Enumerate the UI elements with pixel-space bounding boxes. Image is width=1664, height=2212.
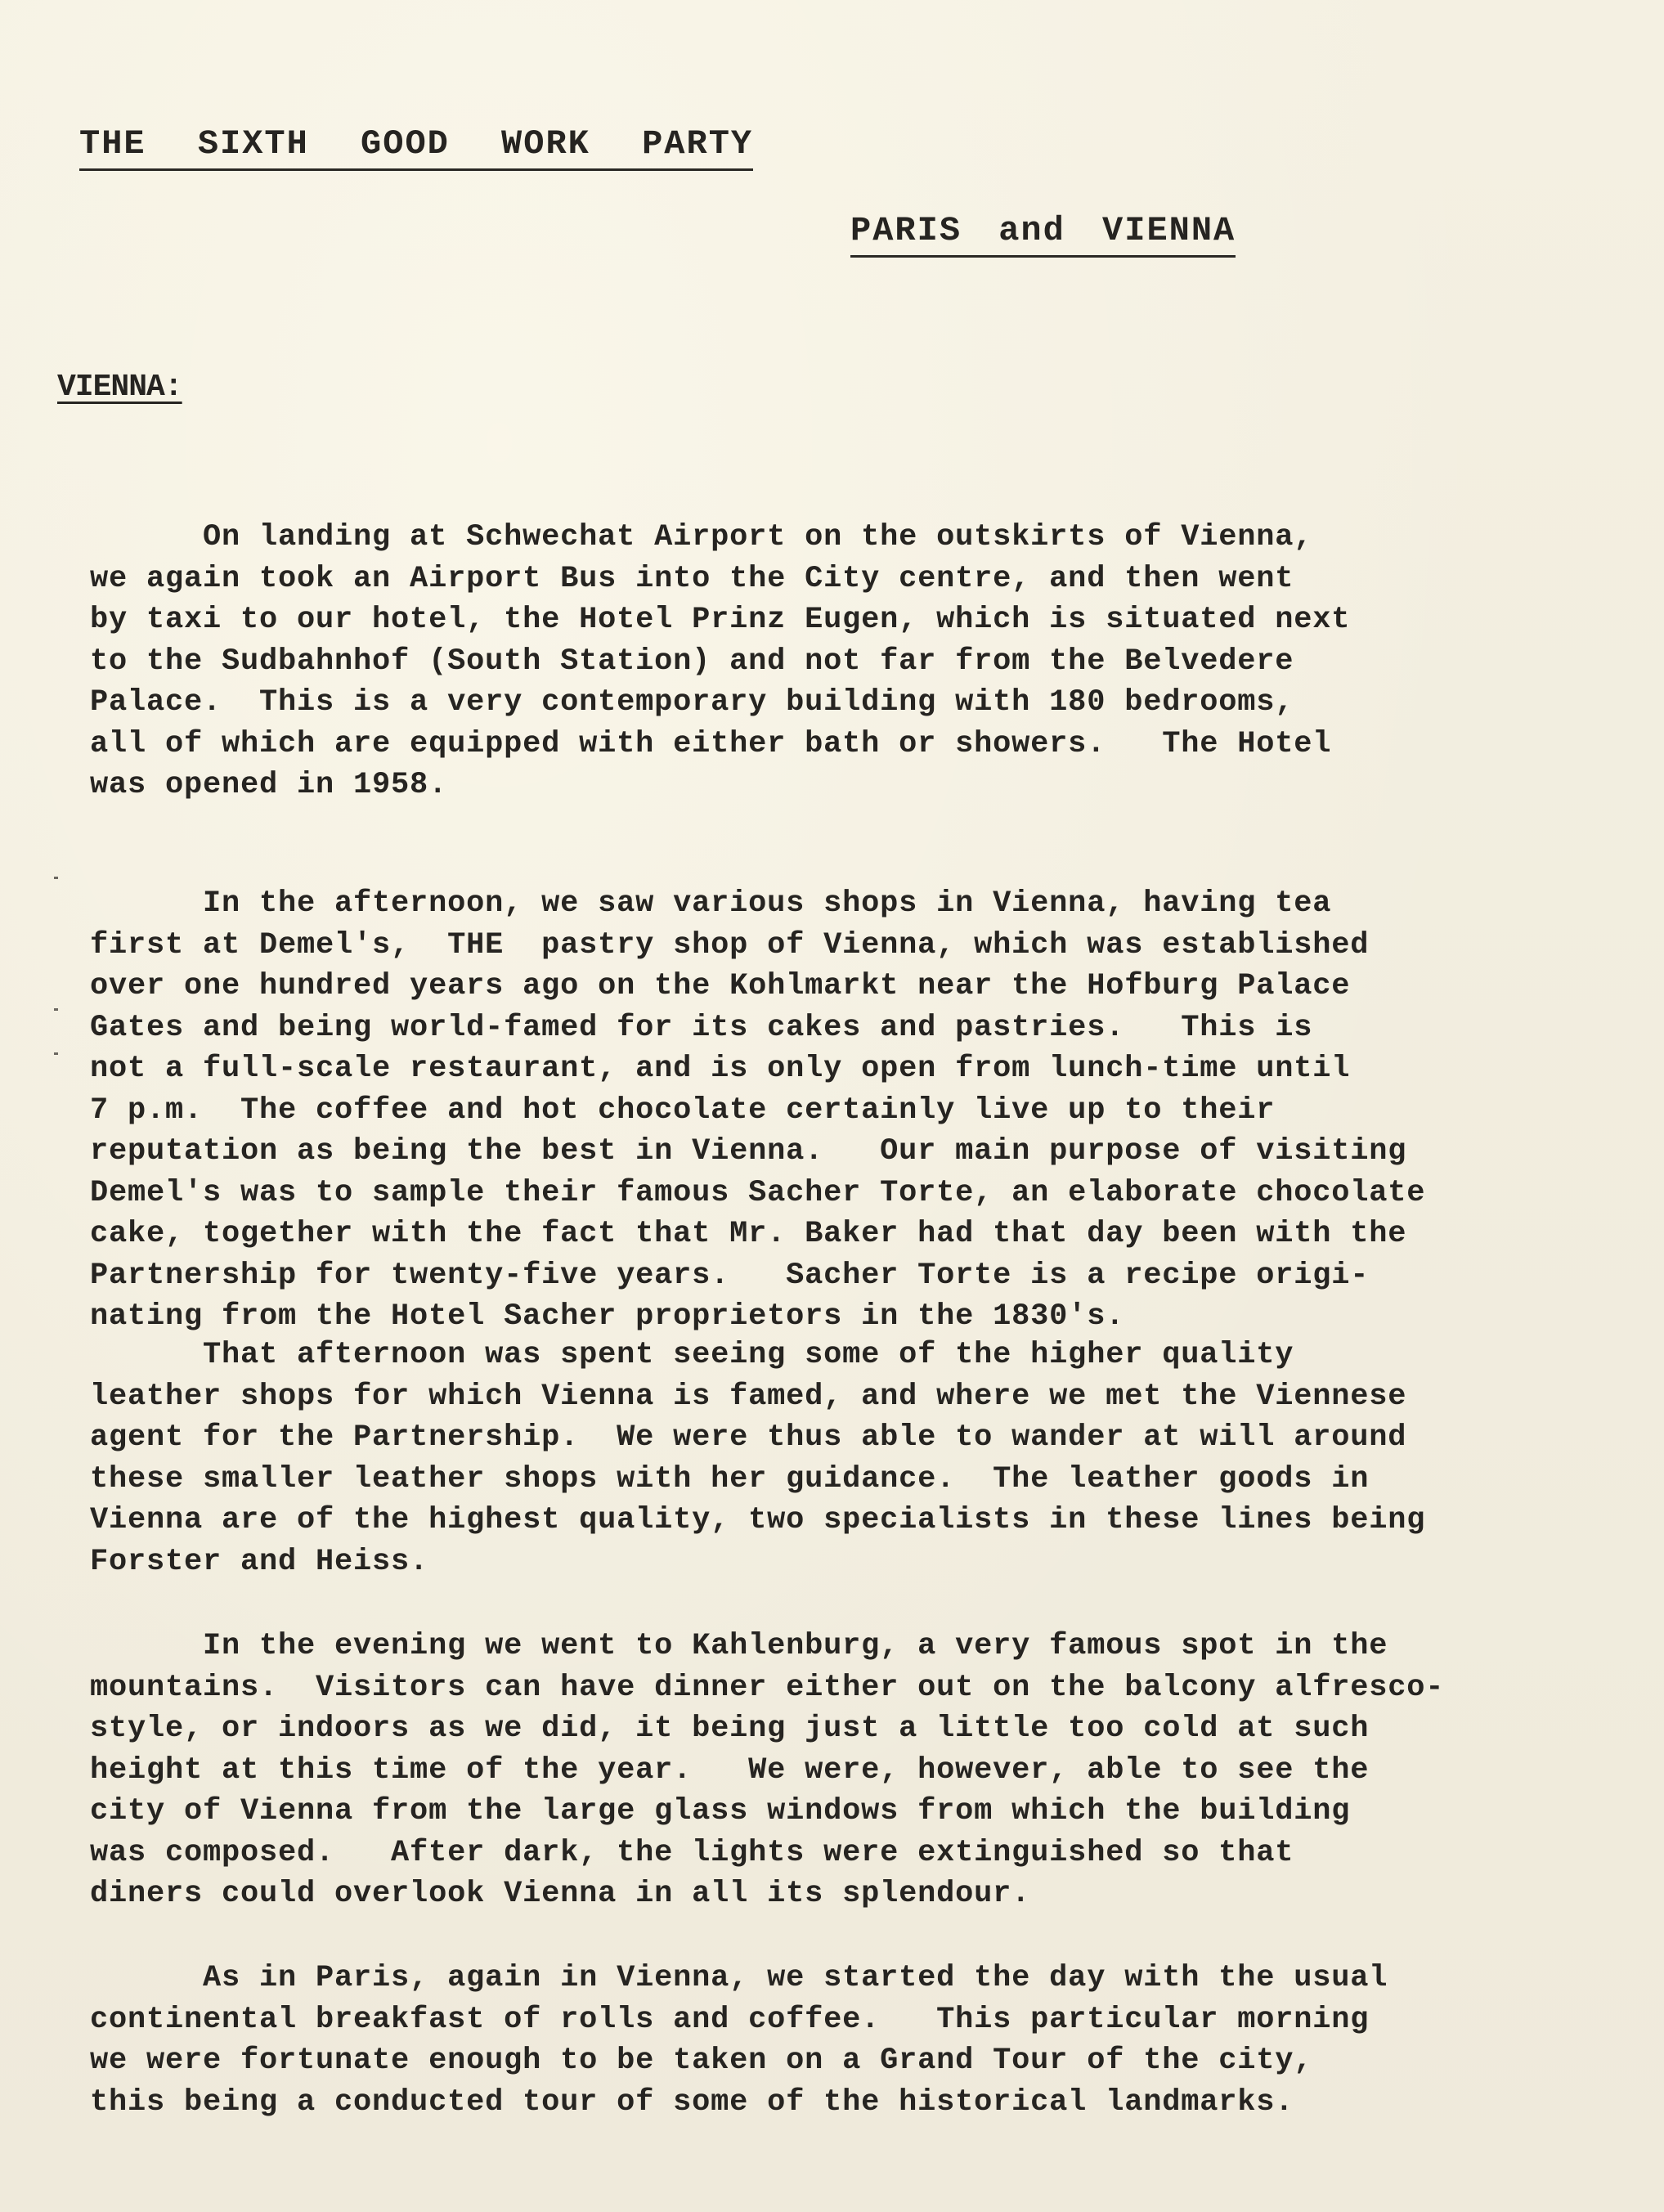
text-line: In the afternoon, we saw various shops in Vienna, having tea	[90, 886, 1332, 921]
text-line: by taxi to our hotel, the Hotel Prinz Eugen, which is situated next	[90, 603, 1351, 637]
text-line: to the Sudbahnhof (South Station) and not far from the Belvedere	[90, 644, 1294, 679]
text-line: was opened in 1958.	[90, 768, 448, 802]
text-line: 7 p.m. The coffee and hot chocolate certainly live up to their	[90, 1093, 1276, 1128]
text-line: leather shops for which Vienna is famed, and where we met the Viennese	[90, 1379, 1407, 1414]
paragraph-3	[90, 1335, 1425, 1582]
text-line: Demel's was to sample their famous Sacher Torte, an elaborate chocolate	[90, 1175, 1426, 1210]
document-title: THE SIXTH GOOD WORK PARTY	[79, 124, 753, 171]
document-subtitle: PARIS and VIENNA	[850, 211, 1236, 258]
text-line: agent for the Partnership. We were thus able to wander at will around	[90, 1420, 1407, 1455]
text-line: we were fortunate enough to be taken on a Grand Tour of the city,	[90, 2044, 1313, 2078]
text-line: diners could overlook Vienna in all its splendour.	[90, 1877, 1031, 1911]
text-line: city of Vienna from the large glass windows from which the building	[90, 1794, 1351, 1828]
text-line: cake, together with the fact that Mr. Baker had that day been with the	[90, 1217, 1407, 1251]
text-line: On landing at Schwechat Airport on the outskirts of Vienna,	[90, 520, 1313, 554]
text-line: Forster and Heiss.	[90, 1544, 429, 1579]
text-line: nating from the Hotel Sacher proprietors in the 1830's.	[90, 1299, 1125, 1334]
text-line: Partnership for twenty-five years. Sacher Torte is a recipe origi-	[90, 1258, 1370, 1293]
text-line: In the evening we went to Kahlenburg, a very famous spot in the	[90, 1629, 1388, 1663]
section-heading: VIENNA:	[57, 370, 182, 405]
paragraph-1	[90, 517, 1350, 806]
text-line: this being a conducted tour of some of the historical landmarks.	[90, 2084, 1294, 2120]
margin-mark	[54, 1052, 58, 1055]
text-line: over one hundred years ago on the Kohlmarkt near the Hofburg Palace	[90, 969, 1351, 1003]
text-line: was composed. After dark, the lights were extinguished so that	[90, 1835, 1294, 1870]
text-line: all of which are equipped with either bath or showers. The Hotel	[90, 726, 1332, 761]
text-line: continental breakfast of rolls and coffee. This particular morning	[90, 2002, 1370, 2037]
text-line: Vienna are of the highest quality, two specialists in these lines being	[90, 1503, 1426, 1537]
text-line: Palace. This is a very contemporary building with 180 bedrooms,	[90, 685, 1294, 720]
text-line: mountains. Visitors can have dinner either out on the balcony alfresco-	[90, 1670, 1445, 1705]
paragraph-4	[90, 1626, 1444, 1915]
margin-mark	[54, 877, 58, 879]
text-line: we again took an Airport Bus into the City centre, and then went	[90, 561, 1294, 596]
paragraph-5	[90, 1958, 1388, 2123]
paragraph-2	[90, 883, 1425, 1338]
text-line: not a full-scale restaurant, and is only open from lunch-time until	[90, 1052, 1351, 1086]
margin-mark	[54, 1008, 58, 1011]
text-line: That afternoon was spent seeing some of the higher quality	[90, 1338, 1294, 1372]
text-line: reputation as being the best in Vienna. Our main purpose of visiting	[90, 1134, 1407, 1169]
text-line: first at Demel's, THE pastry shop of Vienna, which was established	[90, 927, 1370, 962]
text-line: As in Paris, again in Vienna, we started the day with the usual	[90, 1961, 1388, 1995]
text-line: these smaller leather shops with her guidance. The leather goods in	[90, 1461, 1370, 1496]
text-line: style, or indoors as we did, it being just a little too cold at such	[90, 1712, 1370, 1746]
text-line: Gates and being world-famed for its cakes and pastries. This is	[90, 1010, 1313, 1045]
text-line: height at this time of the year. We were, however, able to see the	[90, 1752, 1370, 1788]
